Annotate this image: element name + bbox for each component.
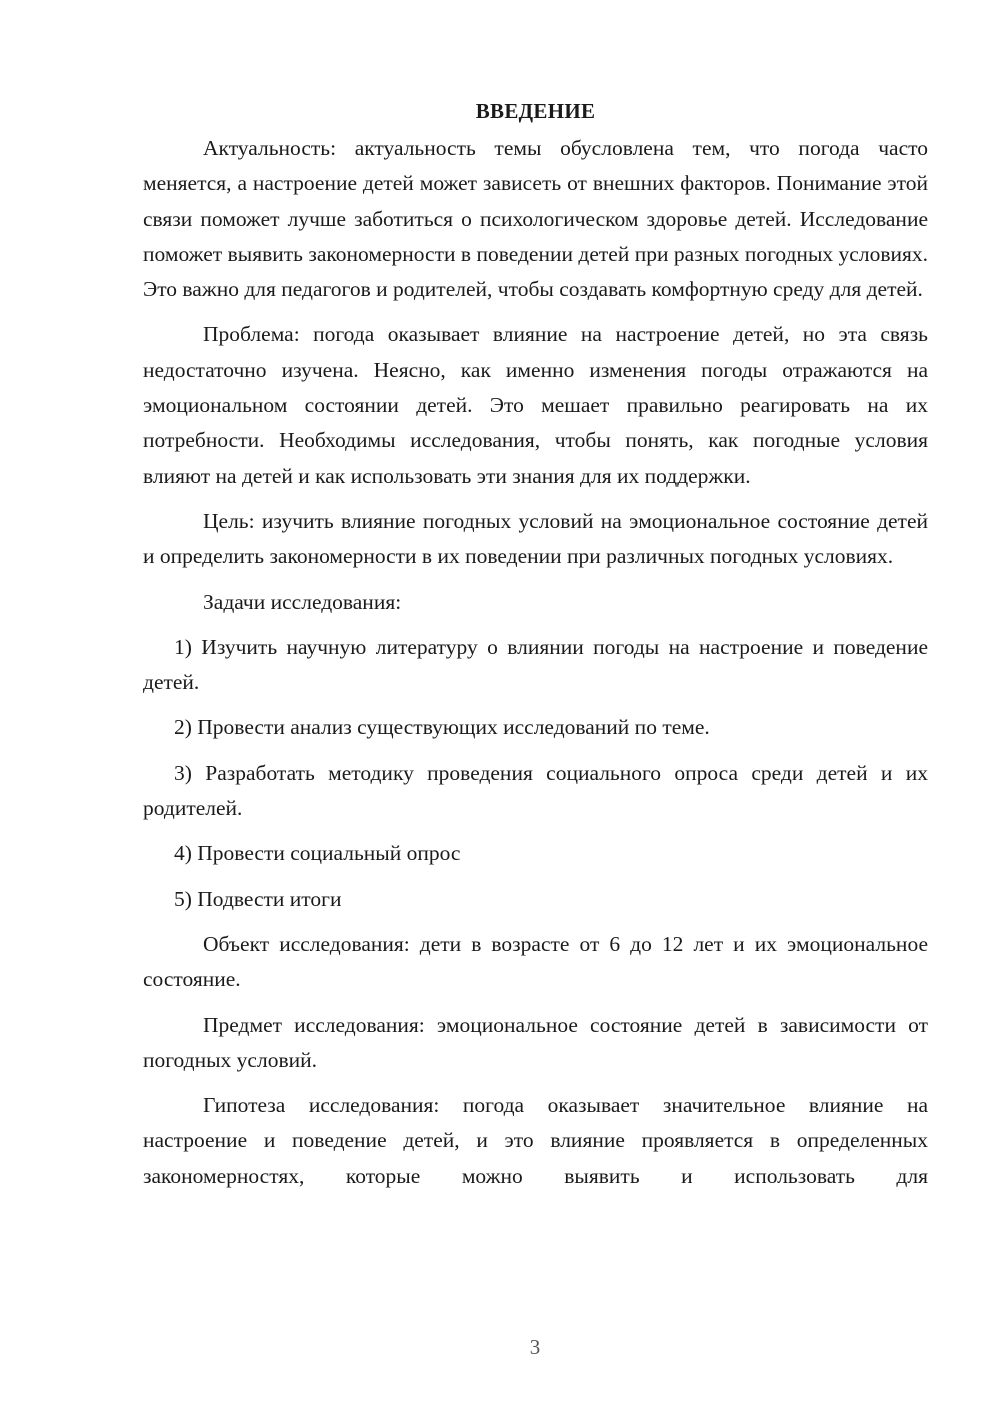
page-content [143,96,928,1204]
task-item-1: 1) Изучить научную литературу о влиянии погоды на настроение и поведение детей. [143,634,928,695]
paragraph-object: Объект исследования: дети в возрасте от 6 до 12 лет и их эмоциональное состояние. [143,931,928,992]
paragraph-hypothesis: Гипотеза исследования: погода оказывает значительное влияние на настроение и поведение детей, и это влияние проявляется в определенных закономерностях, которые можно выявить и использовать для [143,1093,928,1188]
paragraph-problem: Проблема: погода оказывает влияние на настроение детей, но эта связь недостаточно изучена. Неясно, как именно изменения погоды отражаются на эмоциональном состоянии детей. Это мешает правильно реагировать на их потребности. Необходимы исследования, чтобы понять, как погодные условия влияют на детей и как использовать эти знания для их поддержки. [143,322,928,488]
paragraph-relevance: Актуальность: актуальность темы обусловлена тем, что погода часто меняется, а настроение детей может зависеть от внешних факторов. Понимание этой связи поможет лучше заботиться о психологическом здоровье детей. Исследование поможет выявить закономерности в поведении детей при разных погодных условиях. Это важно для педагогов и родителей, чтобы создавать комфортную среду для детей. [143,136,928,302]
task-item-5: 5) Подвести итоги [174,886,342,911]
paragraph-subject: Предмет исследования: эмоциональное состояние детей в зависимости от погодных условий. [143,1012,928,1072]
task-item-4: 4) Провести социальный опрос [174,841,461,866]
task-item-3: 3) Разработать методику проведения социального опроса среди детей и их родителей. [143,760,928,821]
tasks-title: Задачи исследования: [203,589,402,614]
page-number: 3 [529,1335,541,1359]
section-heading: ВВЕДЕНИЕ [475,99,596,123]
task-item-2: 2) Провести анализ существующих исследований по теме. [174,715,710,740]
paragraph-goal: Цель: изучить влияние погодных условий на эмоциональное состояние детей и определить закономерности в их поведении при различных погодных условиях. [143,508,928,569]
